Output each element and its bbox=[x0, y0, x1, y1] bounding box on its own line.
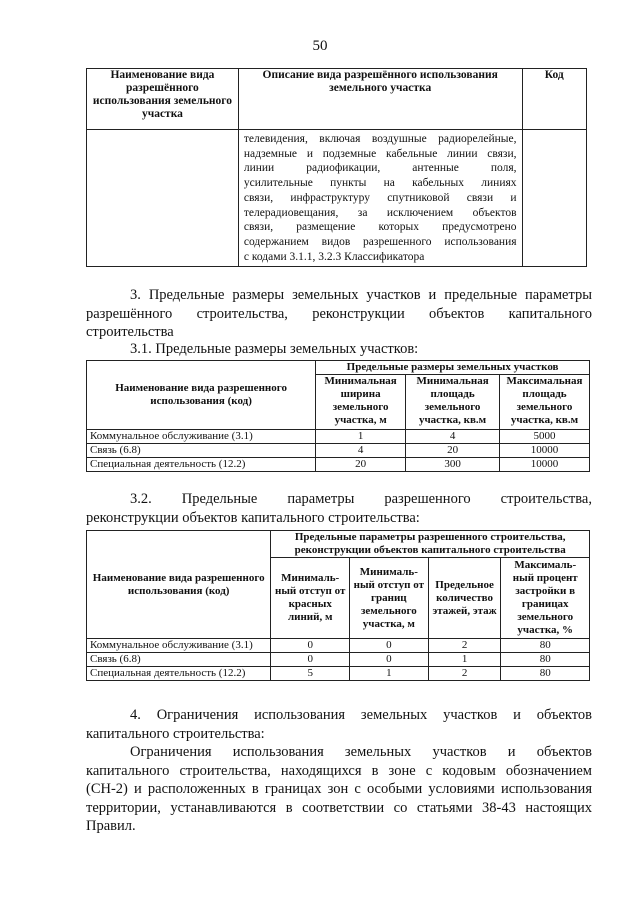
description-line: телевидения, включая воздушные радиорелейные, bbox=[243, 133, 517, 145]
paragraph-line: разрешённого строительства, реконструкции объектов капитального bbox=[86, 305, 592, 322]
paragraph-line: 3.1. Предельные размеры земельных участков: bbox=[130, 341, 419, 357]
row-use-name: Специальная деятельность (12.2) bbox=[87, 667, 271, 681]
description-line: надземные и подземные кабельные линии связи, bbox=[243, 147, 517, 160]
header-max-floors: Предельное количество этажей, этаж bbox=[428, 558, 501, 639]
description-line: содержанием видов разрешенного использования bbox=[243, 235, 517, 248]
section-3-2-paragraph bbox=[86, 490, 592, 527]
description-line: связи, инфраструктуру спутниковой связи и bbox=[243, 191, 517, 204]
land-use-description-table bbox=[86, 68, 587, 267]
cell-min-offset-red-lines: 0 bbox=[271, 639, 350, 653]
table-header-row bbox=[87, 531, 590, 558]
table-header-row bbox=[87, 69, 587, 130]
row-use-name: Связь (6.8) bbox=[87, 444, 316, 458]
paragraph-line: Ограничения использования земельных участков и объектов bbox=[130, 744, 592, 760]
section-3-1-heading bbox=[130, 340, 590, 359]
cell-max-area: 5000 bbox=[500, 430, 590, 444]
cell-max-coverage: 80 bbox=[501, 667, 590, 681]
header-min-offset-borders: Минималь-ный отступ от границ земельного участка, м bbox=[350, 558, 429, 639]
header-min-offset-red-lines: Минималь-ный отступ от красных линий, м bbox=[271, 558, 350, 639]
cell-max-area: 10000 bbox=[500, 444, 590, 458]
construction-parameters-table bbox=[86, 530, 590, 681]
header-use-description: Описание вида разрешённого использования земельного участка bbox=[238, 69, 522, 130]
table-row bbox=[87, 130, 587, 267]
cell-min-area: 4 bbox=[406, 430, 500, 444]
header-code: Код bbox=[522, 69, 586, 130]
row-use-name: Связь (6.8) bbox=[87, 653, 271, 667]
cell-max-floors: 2 bbox=[428, 667, 501, 681]
paragraph-line: реконструкции объектов капитального строительства: bbox=[86, 509, 420, 526]
cell-min-offset-borders: 1 bbox=[350, 667, 429, 681]
header-group: Предельные размеры земельных участков bbox=[316, 361, 590, 375]
cell-max-area: 10000 bbox=[500, 458, 590, 472]
cell-min-offset-red-lines: 0 bbox=[271, 653, 350, 667]
description-line: линии радиофикации, антенные поля, bbox=[243, 162, 517, 175]
description-cell bbox=[238, 130, 522, 267]
empty-cell bbox=[87, 130, 239, 267]
description-line: связи, размещение которых предусмотрено bbox=[243, 221, 517, 234]
paragraph-line: строительства bbox=[86, 324, 174, 340]
paragraph-line: территории, устанавливаются в соответствии со статьями 38-43 настоящих bbox=[86, 799, 592, 816]
paragraph-line: 3. Предельные размеры земельных участков и предельные параметры bbox=[130, 287, 592, 303]
cell-max-floors: 2 bbox=[428, 639, 501, 653]
header-use-name: Наименование вида разрешенного использования (код) bbox=[87, 531, 271, 639]
description-line: усилительные пункты на кабельных линиях bbox=[243, 177, 517, 190]
table-row bbox=[87, 667, 590, 681]
cell-max-coverage: 80 bbox=[501, 653, 590, 667]
cell-min-offset-borders: 0 bbox=[350, 653, 429, 667]
description-line: телерадиовещания, за исключением объектов bbox=[243, 206, 517, 219]
cell-min-width: 1 bbox=[316, 430, 406, 444]
header-max-area: Максимальная площадь земельного участка, кв.м bbox=[500, 375, 590, 430]
header-max-coverage: Максималь-ный процент застройки в границах земельного участка, % bbox=[501, 558, 590, 639]
cell-max-floors: 1 bbox=[428, 653, 501, 667]
land-plot-size-limits-table bbox=[86, 360, 590, 472]
table-row bbox=[87, 458, 590, 472]
row-use-name: Коммунальное обслуживание (3.1) bbox=[87, 639, 271, 653]
paragraph-line: 4. Ограничения использования земельных участков и объектов bbox=[130, 707, 592, 723]
table-row bbox=[87, 430, 590, 444]
cell-min-offset-borders: 0 bbox=[350, 639, 429, 653]
table-header-row bbox=[87, 361, 590, 375]
header-min-area: Минимальная площадь земельного участка, кв.м bbox=[406, 375, 500, 430]
cell-min-width: 4 bbox=[316, 444, 406, 458]
paragraph-line: капитального строительства, находящихся в зоне с кодовым обозначением bbox=[86, 762, 592, 779]
cell-min-area: 20 bbox=[406, 444, 500, 458]
paragraph-line: Правил. bbox=[86, 818, 136, 834]
row-use-name: Специальная деятельность (12.2) bbox=[87, 458, 316, 472]
description-line: с кодами 3.1.1, 3.2.3 Классификатора bbox=[243, 250, 425, 263]
cell-max-coverage: 80 bbox=[501, 639, 590, 653]
cell-min-area: 300 bbox=[406, 458, 500, 472]
header-use-name: Наименование вида разрешённого использования земельного участка bbox=[87, 69, 239, 130]
header-use-name: Наименование вида разрешенного использования (код) bbox=[87, 361, 316, 430]
table-row bbox=[87, 653, 590, 667]
header-min-width: Минимальная ширина земельного участка, м bbox=[316, 375, 406, 430]
page-number: 50 bbox=[312, 38, 328, 54]
cell-min-width: 20 bbox=[316, 458, 406, 472]
paragraph-line: капитального строительства: bbox=[86, 725, 265, 742]
section-3-paragraph bbox=[86, 286, 592, 342]
table-row bbox=[87, 444, 590, 458]
row-use-name: Коммунальное обслуживание (3.1) bbox=[87, 430, 316, 444]
header-group: Предельные параметры разрешенного строительства, реконструкции объектов капитального строительства bbox=[271, 531, 590, 558]
table-row bbox=[87, 639, 590, 653]
paragraph-line: 3.2. Предельные параметры разрешенного строительства, bbox=[130, 491, 592, 507]
cell-min-offset-red-lines: 5 bbox=[271, 667, 350, 681]
code-cell bbox=[522, 130, 586, 267]
paragraph-line: (СН-2) и расположенных в границах зон с особыми условиями использования bbox=[86, 781, 592, 797]
section-4-paragraph bbox=[86, 706, 592, 836]
